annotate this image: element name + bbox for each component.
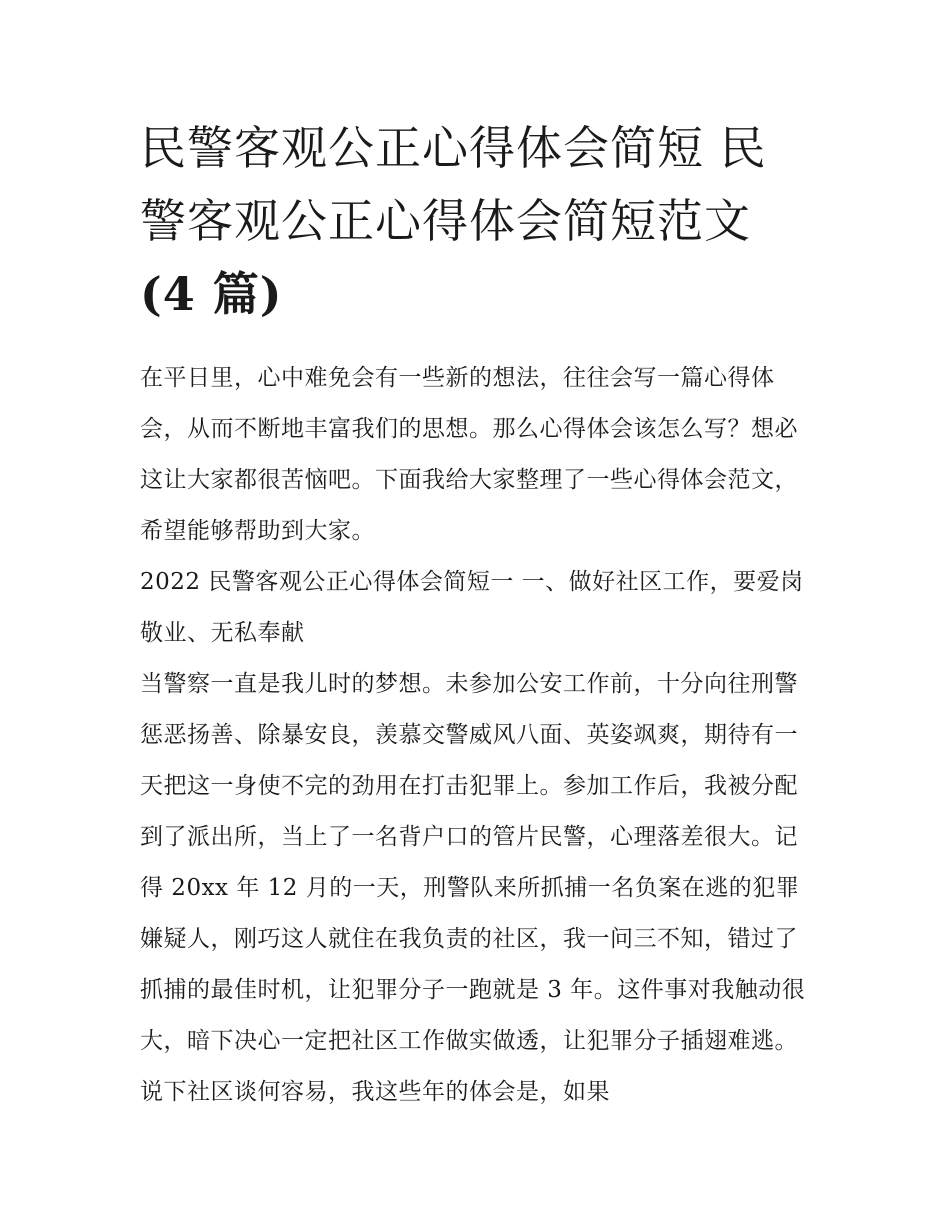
- section-heading: 2022 民警客观公正心得体会简短一 一、做好社区工作，要爱岗敬业、无私奉献: [140, 569, 804, 646]
- document-page: [140, 112, 812, 1118]
- document-title: [140, 112, 812, 331]
- title-tail: (4 篇): [140, 267, 283, 321]
- title-main: 民警客观公正心得体会简短 民警客观公正心得体会简短范文: [140, 121, 767, 248]
- body-paragraph: 当警察一直是我儿时的梦想。未参加公安工作前，十分向往刑警惩恶扬善、除暴安良，羡慕交警威风八面、英姿飒爽，期待有一天把这一身使不完的劲用在打击犯罪上。参加工作后，我被分配到了派出所，当上了一名背户口的管片民警，心理落差很大。记得 20xx 年 12 月的一天，刑警队来所抓捕一名负案在逃的犯罪嫌疑人，刚巧这人就住在我负责的社区，我一问三不知，错过了抓捕的最佳时机，让犯罪分子一跑就是 3 年。这件事对我触动很大，暗下决心一定把社区工作做实做透，让犯罪分子插翅难逃。说下社区谈何容易，我这些年的体会是，如果: [140, 671, 806, 1105]
- intro-paragraph: 在平日里，心中难免会有一些新的想法，往往会写一篇心得体会，从而不断地丰富我们的思想。那么心得体会该怎么写？想必这让大家都很苦恼吧。下面我给大家整理了一些心得体会范文，希望能够帮助到大家。: [140, 365, 798, 544]
